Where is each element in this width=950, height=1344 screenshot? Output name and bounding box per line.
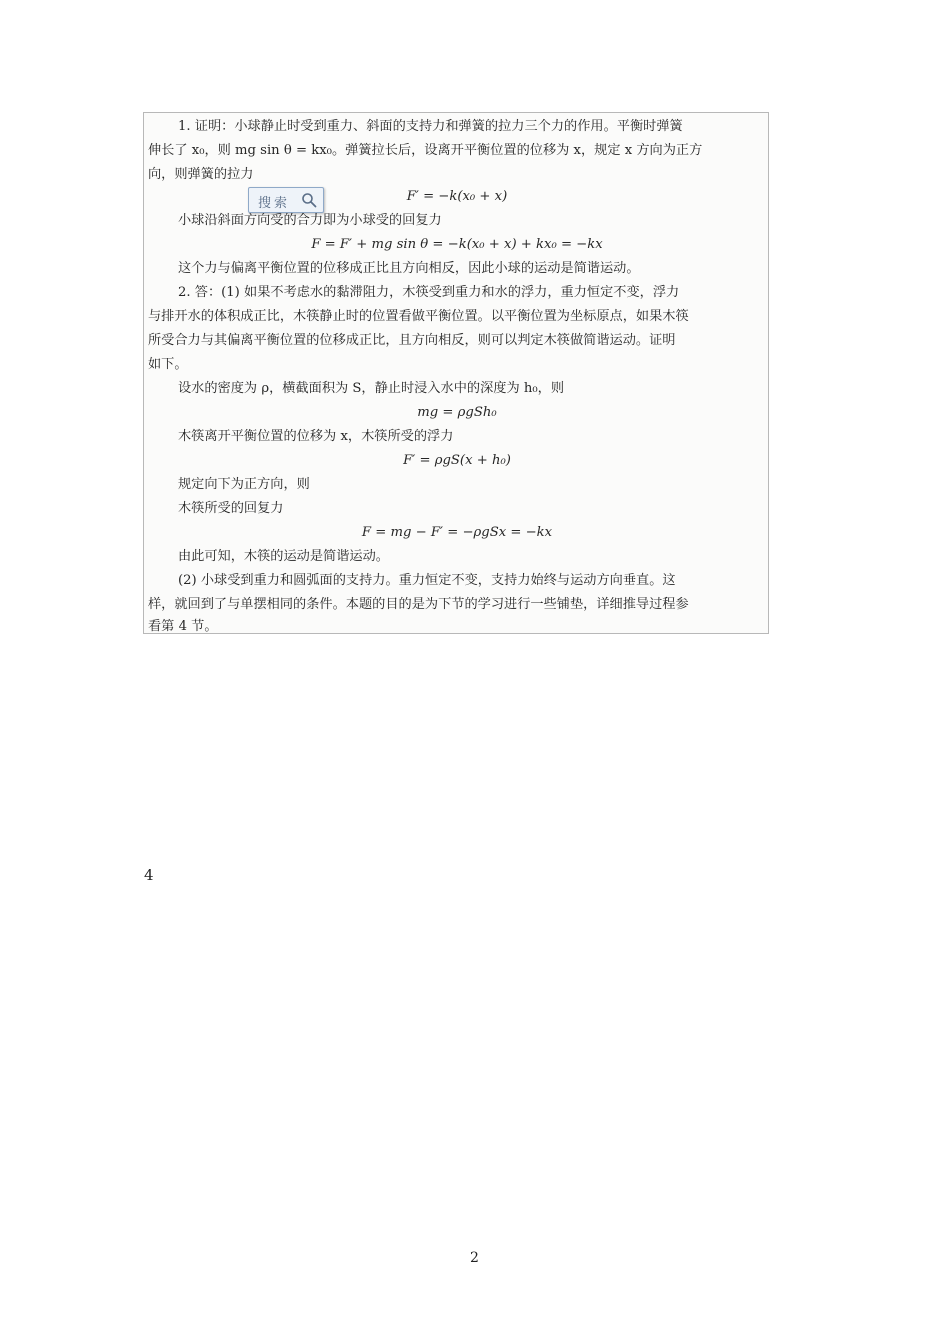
- text-line: 木筷离开平衡位置的位移为 x，木筷所受的浮力: [178, 429, 454, 444]
- text-line: 与排开水的体积成正比，木筷静止时的位置看做平衡位置。以平衡位置为坐标原点，如果木筷: [148, 309, 689, 324]
- text-line: 样，就回到了与单摆相同的条件。本题的目的是为下节的学习进行一些铺垫，详细推导过程参: [148, 597, 689, 612]
- text-line: 向，则弹簧的拉力: [148, 167, 254, 182]
- equation-line: F = mg − F′ = −ρgSx = −kx: [361, 525, 553, 540]
- text-line: 如下。: [148, 357, 188, 372]
- equation-line: F = F′ + mg sin θ = −k(x₀ + x) + kx₀ = −kx: [311, 237, 603, 252]
- search-button-label: 搜索: [258, 196, 291, 211]
- text-line: 1. 证明：小球静止时受到重力、斜面的支持力和弹簧的拉力三个力的作用。平衡时弹簧: [178, 119, 683, 134]
- text-line: 规定向下为正方向，则: [178, 477, 310, 492]
- magnifier-icon: [301, 192, 317, 208]
- equation-line: mg = ρgSh₀: [417, 405, 497, 420]
- text-line: 由此可知，木筷的运动是简谐运动。: [178, 549, 389, 564]
- equation-line: F′ = ρgS(x + h₀): [403, 453, 511, 468]
- text-line: 伸长了 x₀，则 mg sin θ = kx₀。弹簧拉长后，设离开平衡位置的位移为 x，规定 x 方向为正方: [148, 143, 703, 158]
- text-line: 这个力与偏离平衡位置的位移成正比且方向相反，因此小球的运动是简谐运动。: [178, 261, 640, 276]
- text-line: 设水的密度为 ρ，横截面积为 S，静止时浸入水中的深度为 h₀，则: [178, 381, 565, 396]
- text-line: 木筷所受的回复力: [178, 501, 284, 516]
- scanned-textbook-excerpt: [143, 112, 769, 634]
- equation-line: F′ = −k(x₀ + x): [406, 189, 508, 204]
- page-number: 2: [470, 1250, 479, 1266]
- figure-number: 4: [144, 866, 154, 884]
- text-line: 看第 4 节。: [148, 619, 218, 634]
- text-line: (2) 小球受到重力和圆弧面的支持力。重力恒定不变，支持力始终与运动方向垂直。这: [178, 573, 676, 588]
- text-line: 所受合力与其偏离平衡位置的位移成正比，且方向相反，则可以判定木筷做简谐运动。证明: [148, 333, 676, 348]
- search-button[interactable]: [248, 187, 324, 213]
- text-line: 小球沿斜面方向受的合力即为小球受的回复力: [178, 213, 442, 228]
- text-line: 2. 答：(1) 如果不考虑水的黏滞阻力，木筷受到重力和水的浮力，重力恒定不变，浮力: [178, 285, 680, 300]
